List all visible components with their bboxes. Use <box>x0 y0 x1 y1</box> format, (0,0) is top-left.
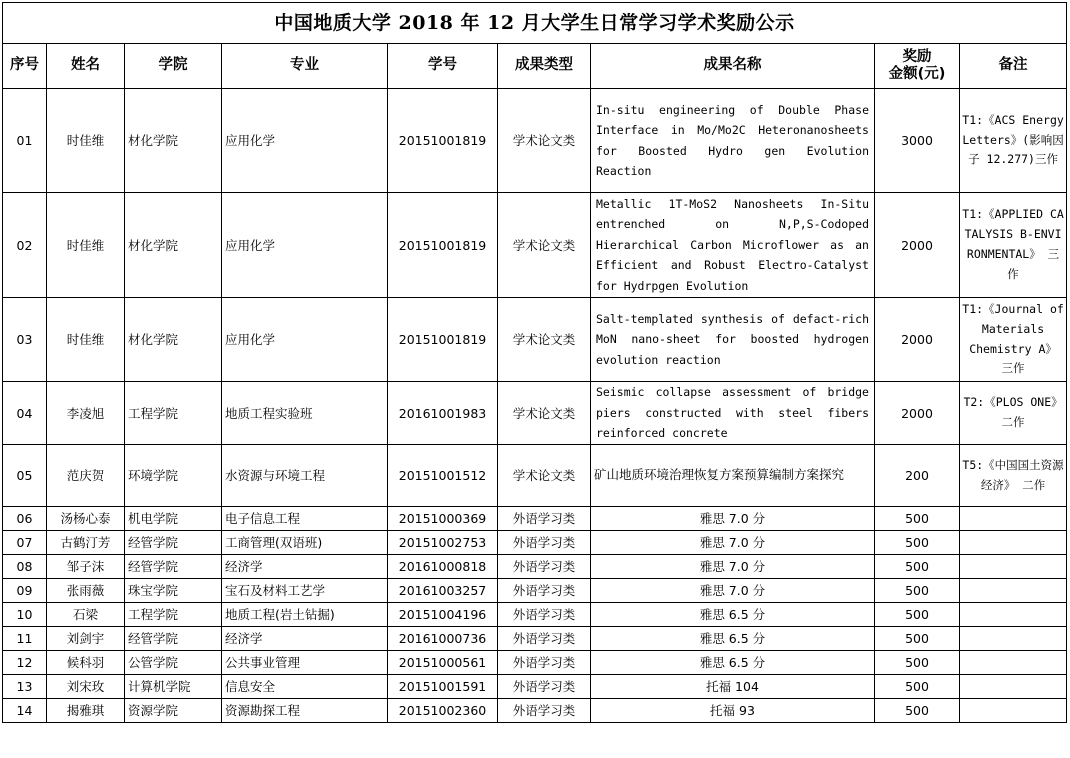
cell-name: 李凌旭 <box>47 382 125 445</box>
cell-student-id: 20161003257 <box>388 579 498 603</box>
cell-college: 计算机学院 <box>125 675 222 699</box>
table-row <box>3 627 1067 651</box>
cell-major: 宝石及材料工艺学 <box>222 579 388 603</box>
cell-type: 外语学习类 <box>498 699 591 723</box>
cell-student-id: 20151001591 <box>388 675 498 699</box>
cell-student-id: 20151001819 <box>388 89 498 193</box>
cell-amount: 500 <box>875 579 960 603</box>
cell-name: 古鹤汀芳 <box>47 531 125 555</box>
cell-student-id: 20151000561 <box>388 651 498 675</box>
cell-college: 经管学院 <box>125 627 222 651</box>
header-row <box>3 44 1067 89</box>
cell-major: 水资源与环境工程 <box>222 445 388 507</box>
award-table <box>2 2 1067 723</box>
cell-student-id: 20151002360 <box>388 699 498 723</box>
cell-amount: 500 <box>875 555 960 579</box>
cell-index: 07 <box>3 531 47 555</box>
cell-amount: 200 <box>875 445 960 507</box>
header-student-id: 学号 <box>388 44 498 89</box>
header-amount-line2: 金额(元) <box>888 66 946 82</box>
cell-type: 外语学习类 <box>498 579 591 603</box>
cell-name: 邹子沫 <box>47 555 125 579</box>
cell-major: 应用化学 <box>222 298 388 382</box>
cell-remark: T1:《ACS Energy Letters》(影响因子 12.277)三作 <box>960 89 1067 193</box>
cell-index: 04 <box>3 382 47 445</box>
cell-index: 05 <box>3 445 47 507</box>
cell-college: 资源学院 <box>125 699 222 723</box>
cell-student-id: 20151001819 <box>388 298 498 382</box>
cell-remark: T5:《中国国土资源经济》 二作 <box>960 445 1067 507</box>
cell-amount: 500 <box>875 507 960 531</box>
cell-type: 外语学习类 <box>498 555 591 579</box>
cell-type: 学术论文类 <box>498 89 591 193</box>
cell-remark <box>960 555 1067 579</box>
cell-major: 经济学 <box>222 555 388 579</box>
cell-remark <box>960 651 1067 675</box>
award-sheet <box>2 2 1066 723</box>
cell-college: 材化学院 <box>125 298 222 382</box>
cell-achievement: 矿山地质环境治理恢复方案预算编制方案探究 <box>591 445 875 507</box>
table-row <box>3 651 1067 675</box>
cell-remark <box>960 507 1067 531</box>
cell-amount: 3000 <box>875 89 960 193</box>
cell-college: 材化学院 <box>125 89 222 193</box>
table-row <box>3 675 1067 699</box>
cell-achievement: 雅思 6.5 分 <box>591 651 875 675</box>
cell-major: 应用化学 <box>222 89 388 193</box>
cell-major: 工商管理(双语班) <box>222 531 388 555</box>
cell-amount: 2000 <box>875 298 960 382</box>
cell-remark <box>960 531 1067 555</box>
cell-name: 刘剑宇 <box>47 627 125 651</box>
header-achievement: 成果名称 <box>591 44 875 89</box>
header-major: 专业 <box>222 44 388 89</box>
cell-major: 信息安全 <box>222 675 388 699</box>
cell-amount: 500 <box>875 651 960 675</box>
cell-name: 揭雅琪 <box>47 699 125 723</box>
cell-amount: 500 <box>875 627 960 651</box>
cell-college: 材化学院 <box>125 193 222 298</box>
table-row <box>3 603 1067 627</box>
cell-index: 01 <box>3 89 47 193</box>
cell-college: 工程学院 <box>125 603 222 627</box>
cell-college: 工程学院 <box>125 382 222 445</box>
cell-type: 外语学习类 <box>498 651 591 675</box>
cell-student-id: 20161000736 <box>388 627 498 651</box>
header-type: 成果类型 <box>498 44 591 89</box>
cell-amount: 500 <box>875 603 960 627</box>
header-index: 序号 <box>3 44 47 89</box>
table-row <box>3 89 1067 193</box>
cell-remark: T1:《APPLIED CATALYSIS B-ENVIRONMENTAL》 三作 <box>960 193 1067 298</box>
cell-student-id: 20151002753 <box>388 531 498 555</box>
cell-type: 外语学习类 <box>498 507 591 531</box>
table-row <box>3 699 1067 723</box>
cell-college: 公管学院 <box>125 651 222 675</box>
cell-name: 汤杨心泰 <box>47 507 125 531</box>
cell-index: 06 <box>3 507 47 531</box>
cell-remark: T2:《PLOS ONE》二作 <box>960 382 1067 445</box>
cell-achievement: 雅思 7.0 分 <box>591 507 875 531</box>
cell-name: 时佳维 <box>47 193 125 298</box>
cell-achievement: Seismic collapse assessment of bridge piers constructed with steel fibers reinforced concrete <box>591 382 875 445</box>
header-remark: 备注 <box>960 44 1067 89</box>
cell-student-id: 20151001819 <box>388 193 498 298</box>
cell-name: 时佳维 <box>47 298 125 382</box>
table-row <box>3 507 1067 531</box>
cell-achievement: 雅思 6.5 分 <box>591 627 875 651</box>
cell-index: 08 <box>3 555 47 579</box>
cell-major: 资源勘探工程 <box>222 699 388 723</box>
cell-index: 13 <box>3 675 47 699</box>
cell-amount: 500 <box>875 675 960 699</box>
table-row <box>3 555 1067 579</box>
cell-achievement: 托福 104 <box>591 675 875 699</box>
page-title: 中国地质大学 2018 年 12 月大学生日常学习学术奖励公示 <box>3 3 1067 44</box>
cell-type: 学术论文类 <box>498 445 591 507</box>
cell-type: 学术论文类 <box>498 193 591 298</box>
cell-college: 环境学院 <box>125 445 222 507</box>
table-row <box>3 382 1067 445</box>
cell-student-id: 20151000369 <box>388 507 498 531</box>
cell-student-id: 20161001983 <box>388 382 498 445</box>
cell-index: 02 <box>3 193 47 298</box>
cell-name: 候科羽 <box>47 651 125 675</box>
cell-student-id: 20151004196 <box>388 603 498 627</box>
cell-major: 应用化学 <box>222 193 388 298</box>
header-name: 姓名 <box>47 44 125 89</box>
cell-type: 外语学习类 <box>498 675 591 699</box>
cell-major: 地质工程(岩土钻掘) <box>222 603 388 627</box>
cell-achievement: Salt-templated synthesis of defact-rich MoN nano-sheet for boosted hydrogen evolution reaction <box>591 298 875 382</box>
cell-index: 14 <box>3 699 47 723</box>
cell-achievement: 雅思 7.0 分 <box>591 531 875 555</box>
cell-remark: T1:《Journal of Materials Chemistry A》 三作 <box>960 298 1067 382</box>
cell-index: 10 <box>3 603 47 627</box>
header-amount-line1: 奖励 <box>902 48 932 65</box>
cell-type: 外语学习类 <box>498 603 591 627</box>
table-row <box>3 193 1067 298</box>
cell-college: 经管学院 <box>125 531 222 555</box>
cell-remark <box>960 675 1067 699</box>
cell-college: 经管学院 <box>125 555 222 579</box>
cell-achievement: 托福 93 <box>591 699 875 723</box>
cell-amount: 500 <box>875 699 960 723</box>
cell-achievement: 雅思 7.0 分 <box>591 555 875 579</box>
cell-achievement: Metallic 1T-MoS2 Nanosheets In-Situ entrenched on N,P,S-Codoped Hierarchical Carbon Microflower as an Efficient and Robust Electro-Catalyst for Hydrpgen Evolution <box>591 193 875 298</box>
table-row <box>3 531 1067 555</box>
cell-remark <box>960 579 1067 603</box>
table-row <box>3 579 1067 603</box>
cell-type: 外语学习类 <box>498 531 591 555</box>
cell-type: 学术论文类 <box>498 298 591 382</box>
cell-index: 11 <box>3 627 47 651</box>
cell-college: 机电学院 <box>125 507 222 531</box>
cell-index: 12 <box>3 651 47 675</box>
cell-amount: 2000 <box>875 193 960 298</box>
cell-name: 刘宋玫 <box>47 675 125 699</box>
cell-index: 09 <box>3 579 47 603</box>
cell-achievement: In-situ engineering of Double Phase Interface in Mo/Mo2C Heteronanosheets for Boosted Hydro gen Evolution Reaction <box>591 89 875 193</box>
cell-student-id: 20151001512 <box>388 445 498 507</box>
cell-name: 石梁 <box>47 603 125 627</box>
cell-remark <box>960 627 1067 651</box>
cell-name: 范庆贺 <box>47 445 125 507</box>
cell-type: 外语学习类 <box>498 627 591 651</box>
cell-college: 珠宝学院 <box>125 579 222 603</box>
cell-student-id: 20161000818 <box>388 555 498 579</box>
cell-amount: 500 <box>875 531 960 555</box>
cell-major: 公共事业管理 <box>222 651 388 675</box>
cell-remark <box>960 699 1067 723</box>
cell-index: 03 <box>3 298 47 382</box>
table-row <box>3 445 1067 507</box>
cell-major: 经济学 <box>222 627 388 651</box>
table-row <box>3 298 1067 382</box>
header-college: 学院 <box>125 44 222 89</box>
cell-major: 地质工程实验班 <box>222 382 388 445</box>
cell-name: 时佳维 <box>47 89 125 193</box>
header-amount <box>875 44 960 89</box>
cell-name: 张雨薇 <box>47 579 125 603</box>
cell-achievement: 雅思 6.5 分 <box>591 603 875 627</box>
cell-major: 电子信息工程 <box>222 507 388 531</box>
cell-type: 学术论文类 <box>498 382 591 445</box>
cell-amount: 2000 <box>875 382 960 445</box>
cell-achievement: 雅思 7.0 分 <box>591 579 875 603</box>
cell-remark <box>960 603 1067 627</box>
